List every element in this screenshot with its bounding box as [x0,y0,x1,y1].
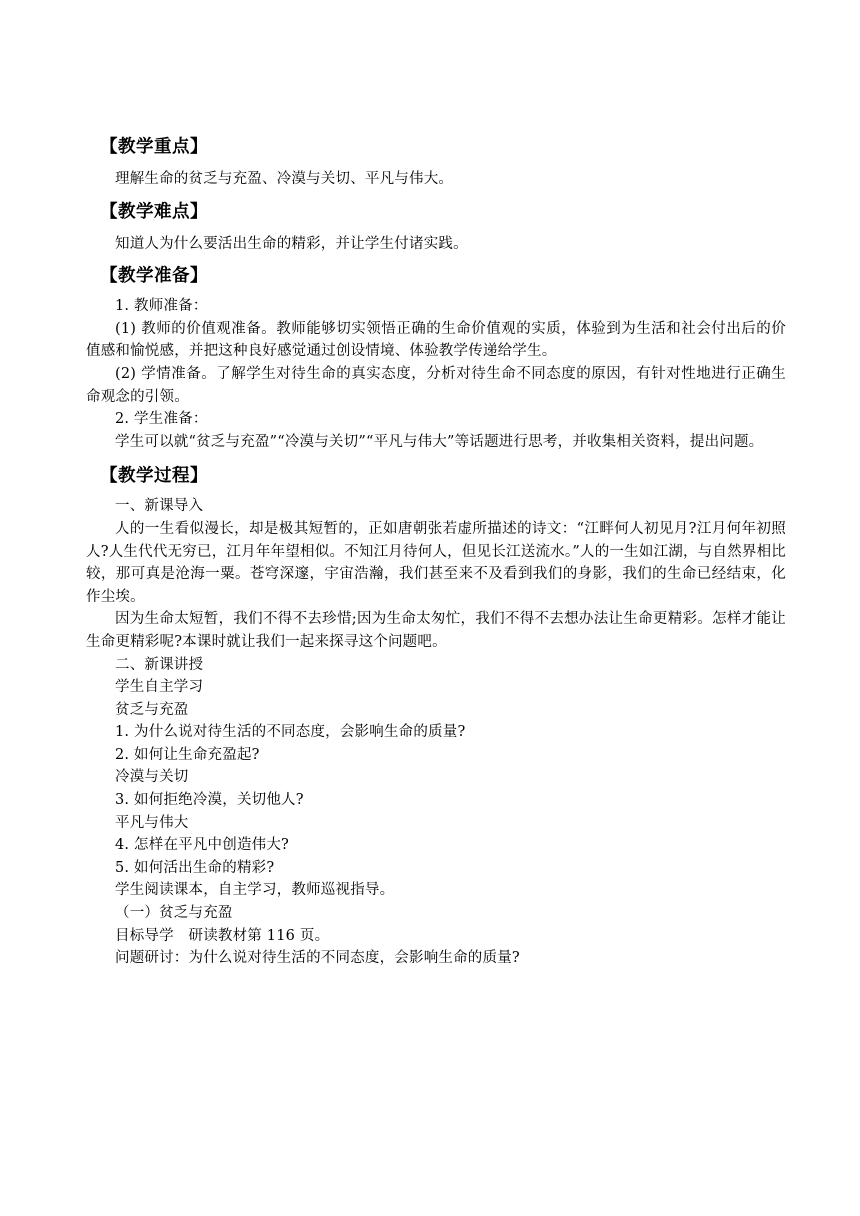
difficulties-text: 知道人为什么要活出生命的精彩，并让学生付诸实践。 [115,235,468,252]
process-line: （一）贫乏与充盈 [115,905,233,922]
preparation-line: (2) 学情准备。了解学生对待生命的真实态度，分析对待生命不同态度的原因，有针对性地进行正确生命观念的引领。 [86,365,786,405]
process-line: 一、新课导入 [115,498,204,515]
process-line: 目标导学 研读教材第 116 页。 [115,927,330,944]
process-line: 学生自主学习 [115,679,204,696]
process-line: 二、新课讲授 [115,656,204,673]
preparation-line: (1) 教师的价值观准备。教师能够切实领悟正确的生命价值观的实质，体验到为生活和社会付出后的价值感和愉悦感，并把这种良好感觉通过创设情境、体验教学传递给学生。 [86,320,786,360]
process-line: 5. 如何活出生命的精彩? [115,859,275,876]
heading-process: 【教学过程】 [100,466,208,487]
heading-preparation: 【教学准备】 [100,266,208,287]
process-line: 3. 如何拒绝冷漠，关切他人? [115,792,304,809]
preparation-line: 学生可以就“贫乏与充盈”“冷漠与关切”“平凡与伟大”等话题进行思考，并收集相关资料，提出问题。 [115,433,764,450]
process-line: 冷漠与关切 [115,769,189,786]
process-line: 贫乏与充盈 [115,701,189,718]
process-line: 平凡与伟大 [115,814,189,831]
heading-key-points: 【教学重点】 [100,137,208,157]
process-line: 问题研讨：为什么说对待生活的不同态度，会影响生命的质量? [115,950,520,967]
process-line: 学生阅读课本，自主学习，教师巡视指导。 [115,882,395,899]
process-line: 因为生命太短暂，我们不得不去珍惜;因为生命太匆忙，我们不得不去想办法让生命更精彩。怎样才能让生命更精彩呢?本课时就让我们一起来探寻这个问题吧。 [86,611,786,650]
preparation-line: 2. 学生准备： [115,411,208,428]
process-line: 人的一生看似漫长，却是极其短暂的，正如唐朝张若虚所描述的诗文：“江畔何人初见月?江月何年初照人?人生代代无穷已，江月年年望相似。不知江月待何人，但见长江送流水。”人的一生如江湖，与自然界相比较，那可真是沧海一粟。苍穹深邃，宇宙浩瀚，我们甚至来不及看到我们的身影，我们的生命已经结束，化作尘埃。 [86,520,786,605]
process-line: 2. 如何让生命充盈起? [115,746,260,763]
document-body [86,134,786,970]
key-points-text: 理解生命的贫乏与充盈、冷漠与关切、平凡与伟大。 [115,171,454,187]
heading-difficulties: 【教学难点】 [100,201,208,222]
process-line: 1. 为什么说对待生活的不同态度，会影响生命的质量? [115,724,466,741]
preparation-line: 1. 教师准备： [115,298,208,315]
process-line: 4. 怎样在平凡中创造伟大? [115,837,290,854]
